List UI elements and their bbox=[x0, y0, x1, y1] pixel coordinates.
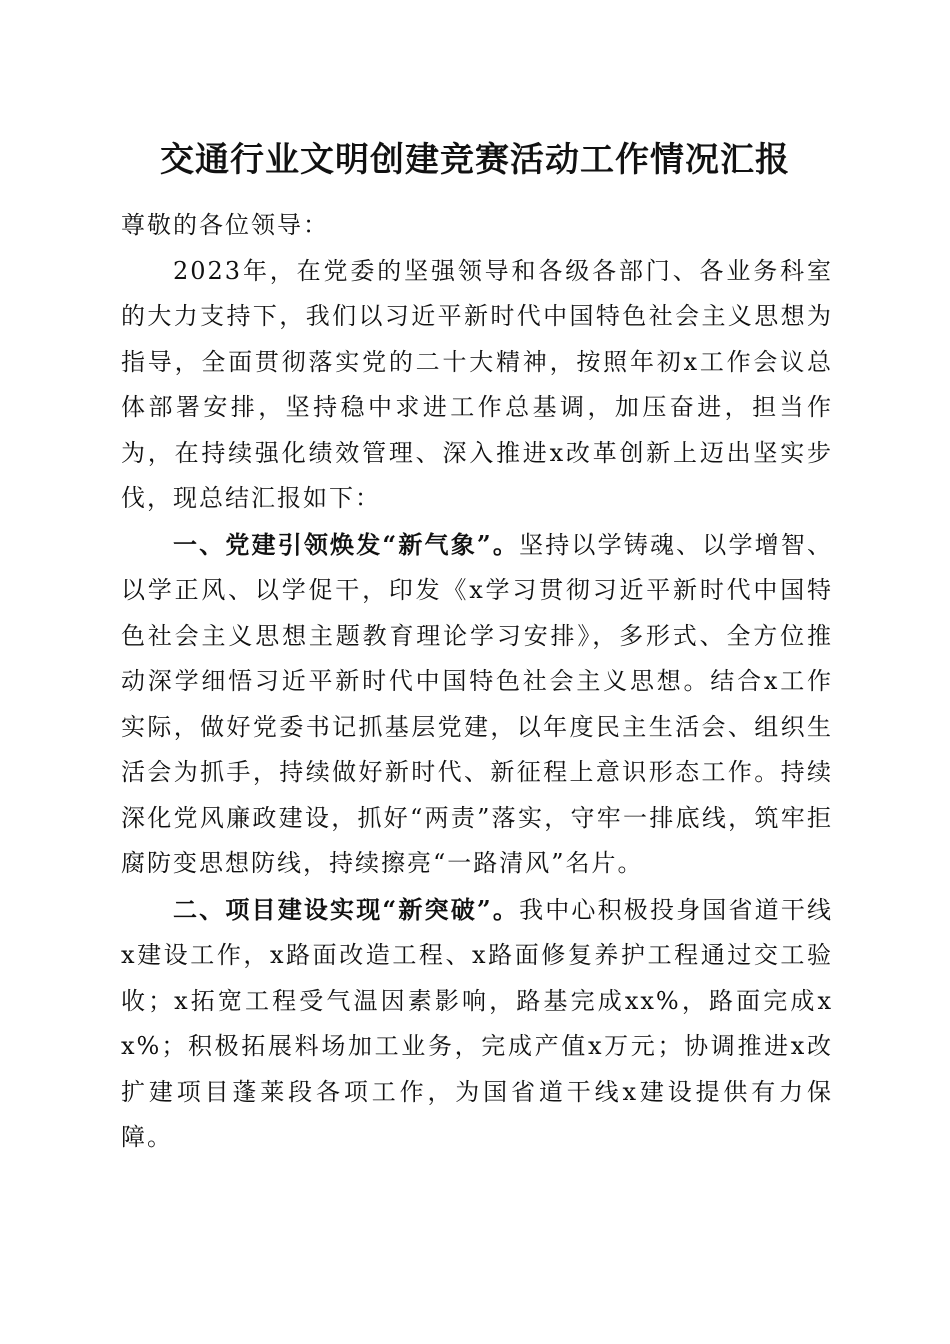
section-party-building bbox=[121, 522, 833, 887]
section-text: 我中心积极投身国省道干线x建设工作，x路面改造工程、x路面修复养护工程通过交工验收；x拓宽工程受气温因素影响，路基完成xx%，路面完成xx%；积极拓展料场加工业务，完成产值x万元；协调推进x改扩建项目蓬莱段各项工作，为国省道干线x建设提供有力保障。 bbox=[121, 895, 834, 1151]
document-body bbox=[121, 203, 833, 1161]
section-project-construction bbox=[121, 887, 833, 1161]
section-heading: 一、党建引领焕发“新气象”。 bbox=[173, 529, 520, 559]
salutation: 尊敬的各位领导： bbox=[121, 211, 329, 239]
intro-paragraph: 2023年，在党委的坚强领导和各级各部门、各业务科室的大力支持下，我们以习近平新时代中国特色社会主义思想为指导，全面贯彻落实党的二十大精神，按照年初x工作会议总体部署安排，坚持稳中求进工作总基调，加压奋进，担当作为，在持续强化绩效管理、深入推进x改革创新上迈出坚实步伐，现总结汇报如下： bbox=[121, 256, 833, 512]
section-text: 坚持以学铸魂、以学增智、以学正风、以学促干，印发《x学习贯彻习近平新时代中国特色社会主义思想主题教育理论学习安排》，多形式、全方位推动深学细悟习近平新时代中国特色社会主义思想。结合x工作实际，做好党委书记抓基层党建，以年度民主生活会、组织生活会为抓手，持续做好新时代、新征程上意识形态工作。持续深化党风廉政建设，抓好“两责”落实，守牢一排底线，筑牢拒腐防变思想防线，持续擦亮“一路清风”名片。 bbox=[121, 530, 834, 877]
document-title: 交通行业文明创建竞赛活动工作情况汇报 bbox=[160, 140, 790, 180]
section-heading: 二、项目建设实现“新突破”。 bbox=[173, 894, 520, 924]
